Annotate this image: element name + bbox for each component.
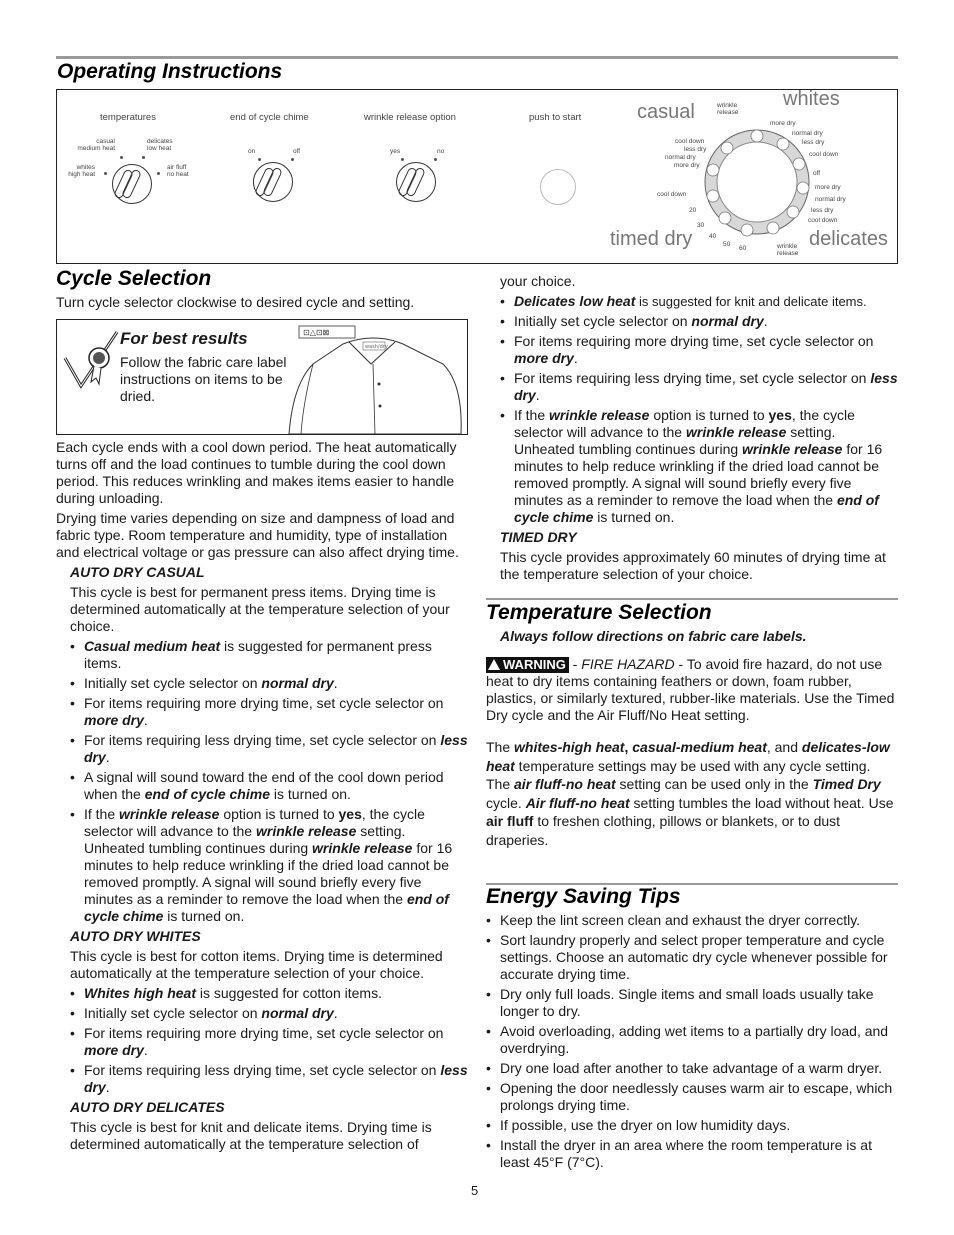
auto-dry-casual-title: AUTO DRY CASUAL	[70, 564, 205, 580]
list-item: • Whites high heat is suggested for cotton items.	[70, 985, 468, 1002]
chime-knob	[253, 162, 293, 202]
dial-cool-down-4: cool down	[657, 191, 687, 198]
dial-cool-down-2: cool down	[809, 151, 839, 158]
dial-less-dry-3: less dry	[811, 207, 834, 214]
cycle-intro: Turn cycle selector clockwise to desired cycle and setting.	[56, 294, 415, 310]
dial-40: 40	[709, 233, 717, 240]
dial-30: 30	[697, 222, 705, 229]
casual-bullets	[56, 638, 468, 925]
list-item: • If possible, use the dryer on low humidity days.	[486, 1117, 898, 1134]
dial-more-dry-2: more dry	[674, 162, 700, 169]
temperature-knob	[112, 164, 152, 204]
svg-text:⊡△⊡⊠: ⊡△⊡⊠	[303, 328, 330, 337]
list-item: • For items requiring less drying time, set cycle selector on less dry.	[70, 1062, 468, 1096]
drying-time-paragraph: Drying time varies depending on size and dampness of load and fabric type. Room temperature and humidity, type of installation and electrical voltage or gas pressure can also affect drying time.	[56, 510, 459, 560]
dial-off: off	[813, 170, 821, 177]
care-label-text: wash/dry	[365, 344, 388, 350]
list-item: • Dry one load after another to take advantage of a warm dryer.	[486, 1060, 898, 1077]
dial-casual: casual	[637, 101, 695, 123]
list-item: • Initially set cycle selector on normal dry.	[70, 675, 468, 692]
list-item: • For items requiring more drying time, set cycle selector on more dry.	[500, 333, 898, 367]
temp-label-casual: casual medium heat	[77, 138, 115, 152]
list-item: • For items requiring more drying time, set cycle selector on more dry.	[70, 695, 468, 729]
energy-section	[486, 885, 898, 1171]
dial-normal-dry-2: normal dry	[665, 154, 696, 161]
dial-60: 60	[739, 245, 747, 252]
auto-dry-casual-text: This cycle is best for permanent press items. Drying time is determined automatically at the temperature selection of your choice.	[70, 584, 450, 634]
dial-whites: whites	[783, 88, 840, 110]
temperature-section	[486, 601, 898, 849]
chime-label-on: on	[248, 148, 256, 155]
dial-less-dry-1: less dry	[802, 139, 825, 146]
dial-wrinkle-release-bottom: wrinkle release	[777, 243, 799, 257]
list-item: • Opening the door needlessly causes warm air to escape, which prolongs drying time.	[486, 1080, 898, 1114]
checkmark-ribbon-icon	[61, 328, 121, 398]
best-results-text: Follow the fabric care label instructions on items to be dried.	[120, 354, 287, 404]
panel-label-wrinkle: wrinkle release option	[364, 112, 456, 123]
fire-hazard-warning: WARNING - FIRE HAZARD - To avoid fire hazard, do not use heat to dry items containing feathers or down, foam rubber, plastics, or similarly textured, rubber-like materials. Use the Timed Dry cycle and the Air Fluff/No Heat setting.	[486, 656, 895, 723]
dial-less-dry-2: less dry	[684, 146, 707, 153]
page-title: Operating Instructions	[57, 60, 283, 83]
dial-normal-dry-1: normal dry	[792, 130, 823, 137]
timed-dry-title: TIMED DRY	[500, 529, 577, 545]
temp-label-airfluff: air fluff no heat	[167, 164, 189, 178]
list-item: • Sort laundry properly and select proper temperature and cycle settings. Choose an automatic dry cycle whenever possible for accurate drying time.	[486, 932, 898, 983]
list-item: • Delicates low heat is suggested for knit and delicate items.	[500, 293, 898, 310]
best-results-box	[56, 319, 468, 435]
auto-dry-delicates-text-cont: your choice.	[500, 273, 576, 289]
temp-label-whites: whites high heat	[68, 164, 95, 178]
start-button-illustration	[540, 169, 576, 205]
list-item: • For items requiring less drying time, set cycle selector on less dry.	[500, 370, 898, 404]
warning-badge: WARNING	[486, 657, 569, 673]
cycle-body-right	[486, 270, 898, 583]
whites-bullets	[56, 985, 468, 1096]
list-item: • Install the dryer in an area where the room temperature is at least 45°F (7°C).	[486, 1137, 898, 1171]
auto-dry-whites-title: AUTO DRY WHITES	[70, 928, 201, 944]
cycle-selection-section	[56, 267, 468, 311]
panel-label-temperatures: temperatures	[100, 112, 156, 123]
list-item: • Casual medium heat is suggested for permanent press items.	[70, 638, 468, 672]
cool-down-paragraph: Each cycle ends with a cool down period. The heat automatically turns off and the load continues to tumble during the cool down period. This reduces wrinkling and makes items easier to handle during unloading.	[56, 439, 457, 506]
timed-dry-text: This cycle provides approximately 60 minutes of drying time at the temperature selection of your choice.	[500, 549, 886, 582]
panel-label-chime: end of cycle chime	[230, 112, 309, 123]
control-panel-illustration	[56, 89, 898, 264]
wrinkle-label-no: no	[437, 148, 445, 155]
auto-dry-whites-text: This cycle is best for cotton items. Drying time is determined automatically at the temperature selection of your choice.	[70, 948, 443, 981]
list-item: • If the wrinkle release option is turned to yes, the cycle selector will advance to the wrinkle release setting. Unheated tumbling continues during wrinkle release for 16 minutes to help reduce wrinkling if the dried load cannot be removed promptly. A signal will sound briefly every five minutes as a reminder to remove the load when the end of cycle chime is turned on.	[500, 407, 898, 526]
dial-delicates: delicates	[809, 228, 888, 250]
delicates-bullets	[486, 293, 898, 526]
temperature-settings-paragraph: The whites-high heat, casual-medium heat, and delicates-low heat temperature settings may be used with any cycle setting. The air fluff-no heat setting can be used only in the Timed Dry cycle. Air fluff-no heat setting tumbles the load without heat. Use air fluff to freshen clothing, pillows or blankets, or to dust draperies.	[486, 739, 894, 848]
list-item: • For items requiring more drying time, set cycle selector on more dry.	[70, 1025, 468, 1059]
list-item: • A signal will sound toward the end of the cool down period when the end of cycle chime is turned on.	[70, 769, 468, 803]
dial-cool-down-3: cool down	[808, 217, 838, 224]
top-rule	[56, 56, 898, 59]
energy-title: Energy Saving Tips	[486, 885, 681, 908]
cycle-body-left	[56, 439, 468, 1153]
temp-label-delicates: delicates low heat	[147, 138, 173, 152]
dial-normal-dry-3: normal dry	[815, 196, 846, 203]
dial-more-dry-1: more dry	[770, 120, 796, 127]
auto-dry-delicates-text: This cycle is best for knit and delicate items. Drying time is determined automatically at the temperature selection of	[70, 1119, 432, 1152]
dial-wrinkle-release-top: wrinkle release	[717, 102, 739, 116]
list-item: • Initially set cycle selector on normal dry.	[70, 1005, 468, 1022]
list-item: • Initially set cycle selector on normal dry.	[500, 313, 898, 330]
list-item: • Dry only full loads. Single items and small loads usually take longer to dry.	[486, 986, 898, 1020]
dial-50: 50	[723, 241, 731, 248]
cycle-selection-title: Cycle Selection	[56, 267, 212, 290]
list-item: • Keep the lint screen clean and exhaust the dryer correctly.	[486, 912, 898, 929]
dial-more-dry-3: more dry	[815, 184, 841, 191]
energy-tips	[486, 912, 898, 1171]
best-results-title: For best results	[120, 329, 248, 348]
temperature-rule	[486, 598, 898, 600]
dial-timed-dry: timed dry	[610, 228, 693, 250]
list-item: • If the wrinkle release option is turned to yes, the cycle selector will advance to the wrinkle release setting. Unheated tumbling continues during wrinkle release for 16 minutes to help reduce wrinkling if the dried load cannot be removed promptly. A signal will sound briefly every five minutes as a reminder to remove the load when the end of cycle chime is turned on.	[70, 806, 468, 925]
list-item: • Avoid overloading, adding wet items to a partially dry load, and overdrying.	[486, 1023, 898, 1057]
wrinkle-knob	[396, 162, 436, 202]
page-number: 5	[471, 1183, 479, 1198]
warning-icon	[488, 659, 500, 670]
list-item: • For items requiring less drying time, set cycle selector on less dry.	[70, 732, 468, 766]
temperature-title: Temperature Selection	[486, 601, 712, 624]
auto-dry-delicates-title: AUTO DRY DELICATES	[70, 1099, 225, 1115]
temperature-subtitle: Always follow directions on fabric care labels.	[500, 628, 807, 644]
shirt-illustration	[283, 324, 467, 434]
chime-label-off: off	[293, 148, 301, 155]
dial-cool-down-1: cool down	[675, 138, 705, 145]
wrinkle-label-yes: yes	[390, 148, 401, 155]
dial-20: 20	[689, 207, 697, 214]
panel-label-start: push to start	[529, 112, 582, 123]
